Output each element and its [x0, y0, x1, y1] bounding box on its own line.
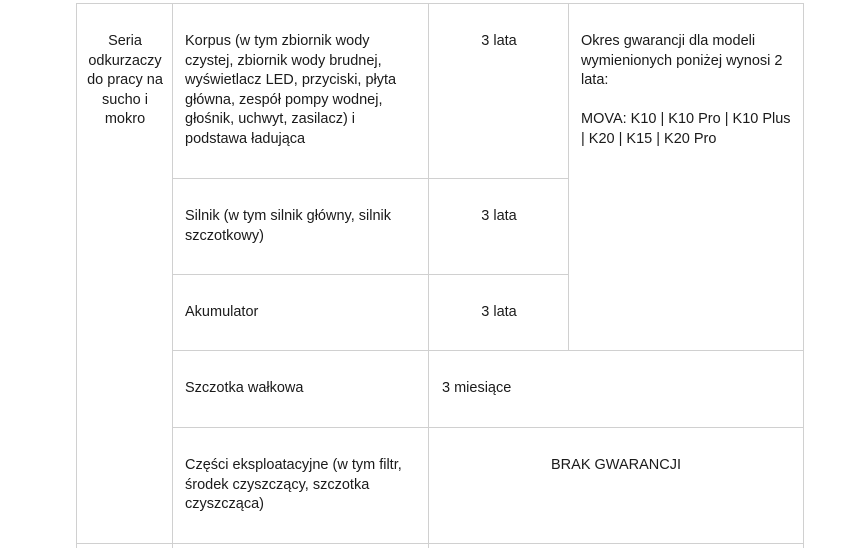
table-left-border: [76, 3, 77, 548]
period-cell-battery: 3 lata: [481, 304, 517, 320]
category-cell: Seria odkurzaczy do pracy na sucho i mokro: [87, 33, 163, 127]
period-cell-body: 3 lata: [481, 33, 517, 49]
row-divider-1: [172, 178, 569, 179]
period-cell-motor: 3 lata: [481, 208, 517, 224]
part-cell-motor: Silnik (w tym silnik główny, silnik szczotkowy): [185, 208, 391, 244]
part-cell-battery: Akumulator: [185, 304, 259, 320]
period-cell-roller-brush: 3 miesiące: [442, 380, 512, 396]
warranty-note-cell: [581, 32, 796, 149]
warranty-note-text: Okres gwarancji dla modeli wymienionych poniżej wynosi 2 lata:: [581, 33, 783, 88]
row-divider-3: [172, 350, 804, 351]
table-right-border: [803, 3, 804, 548]
part-cell-consumables: Części eksploatacyjne (w tym filtr, środek czyszczący, szczotka czyszcząca): [185, 457, 402, 512]
table-top-border: [76, 3, 804, 4]
period-cell-consumables: BRAK GWARANCJI: [551, 457, 681, 473]
row-divider-4: [172, 427, 804, 428]
part-cell-body: Korpus (w tym zbiornik wody czystej, zbiornik wody brudnej, wyświetlacz LED, przyciski, płyta główna, zespół pompy wodnej, głośnik, uchwyt, zasilacz) i podstawa ładująca: [185, 33, 397, 147]
part-cell-roller-brush: Szczotka wałkowa: [185, 380, 304, 396]
row-divider-2: [172, 274, 569, 275]
warranty-models-text: MOVA: K10 | K10 Pro | K10 Plus | K20 | K15 | K20 Pro: [581, 111, 791, 147]
column-divider-3: [568, 3, 569, 350]
column-divider-1: [172, 3, 173, 548]
table-bottom-border: [76, 543, 804, 544]
